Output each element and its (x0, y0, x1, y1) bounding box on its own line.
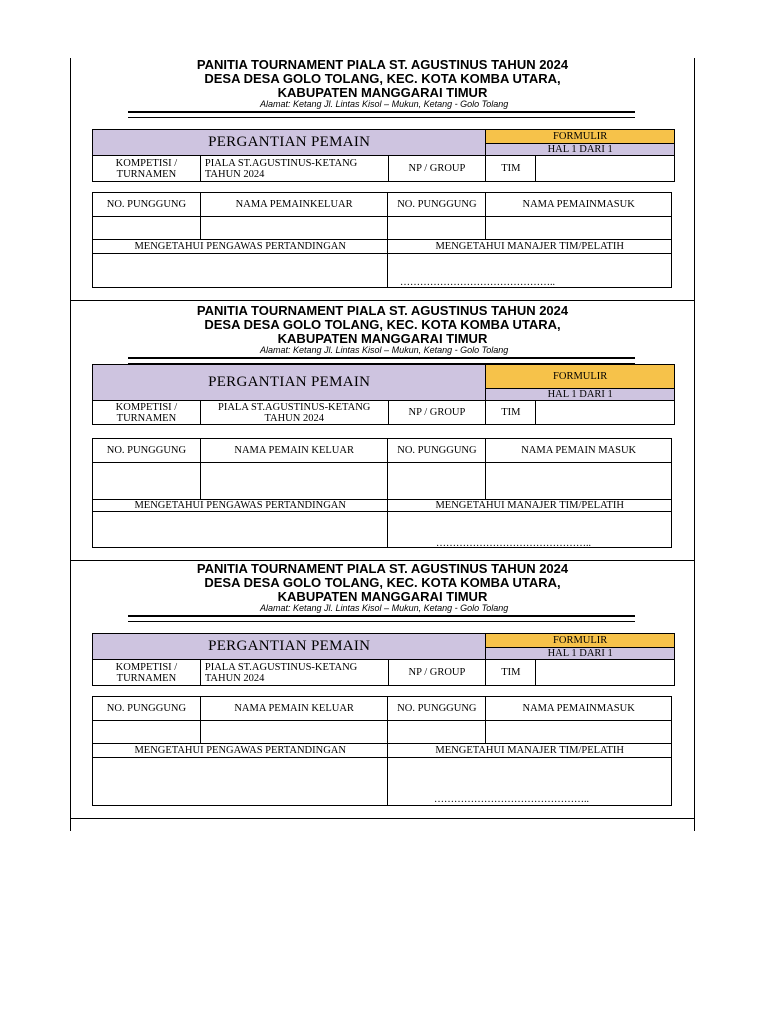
substitution-form-2 (70, 302, 695, 554)
header-divider (128, 111, 635, 118)
no-punggung-header: NO. PUNGGUNG (93, 439, 201, 463)
nama-keluar-field[interactable] (200, 463, 388, 500)
header-divider (128, 615, 635, 622)
page-count: HAL 1 DARI 1 (486, 648, 675, 660)
nama-keluar-header: NAMA PEMAIN KELUAR (200, 439, 388, 463)
pengawas-label: MENGETAHUI PENGAWAS PERTANDINGAN (93, 240, 388, 254)
no-punggung-out-field[interactable] (93, 463, 201, 500)
nama-masuk-header: NAMA PEMAINMASUK (486, 697, 672, 721)
nama-keluar-field[interactable] (200, 217, 388, 240)
formulir-label: FORMULIR (486, 634, 675, 648)
form-separator (70, 818, 695, 819)
signature-dots: ……………………………………….. (400, 277, 555, 288)
nama-masuk-field[interactable] (486, 217, 672, 240)
no-punggung-in-field[interactable] (388, 217, 486, 240)
tim-label: TIM (486, 156, 536, 182)
no-punggung-header: NO. PUNGGUNG (93, 697, 201, 721)
tim-field[interactable] (536, 401, 675, 425)
signature-dots: ……………………………………….. (434, 794, 589, 805)
pengawas-signature-field[interactable] (93, 758, 388, 806)
header-line-2: DESA DESA GOLO TOLANG, KEC. KOTA KOMBA UTARA, (204, 71, 561, 86)
pengawas-label: MENGETAHUI PENGAWAS PERTANDINGAN (93, 500, 388, 512)
page-count: HAL 1 DARI 1 (486, 389, 675, 401)
no-punggung-header: NO. PUNGGUNG (93, 193, 201, 217)
np-group-label: NP / GROUP (388, 401, 486, 425)
header-address: Alamat: Ketang Jl. Lintas Kisol – Mukun, Ketang - Golo Tolang (260, 345, 509, 355)
kompetisi-label: KOMPETISI / TURNAMEN (93, 156, 201, 182)
form-separator (70, 300, 695, 301)
header-line-3: KABUPATEN MANGGARAI TIMUR (277, 331, 488, 346)
no-punggung-in-field[interactable] (388, 721, 486, 744)
nama-keluar-header: NAMA PEMAIN KELUAR (200, 697, 388, 721)
pengawas-signature-field[interactable] (93, 512, 388, 548)
tim-label: TIM (486, 401, 536, 425)
no-punggung-in-field[interactable] (388, 463, 486, 500)
nama-masuk-field[interactable] (486, 463, 672, 500)
manajer-label: MENGETAHUI MANAJER TIM/PELATIH (388, 240, 672, 254)
signature-dots: ……………………………………….. (436, 538, 591, 549)
no-punggung-out-field[interactable] (93, 721, 201, 744)
header-address: Alamat: Ketang Jl. Lintas Kisol – Mukun, Ketang - Golo Tolang (260, 99, 509, 109)
header-line-1: PANITIA TOURNAMENT PIALA ST. AGUSTINUS TAHUN 2024 (196, 303, 569, 318)
kompetisi-value: PIALA ST.AGUSTINUS-KETANG TAHUN 2024 (200, 156, 388, 182)
header-line-3: KABUPATEN MANGGARAI TIMUR (277, 85, 488, 100)
no-punggung-header-2: NO. PUNGGUNG (388, 439, 486, 463)
header-line-1: PANITIA TOURNAMENT PIALA ST. AGUSTINUS TAHUN 2024 (196, 57, 569, 72)
header-line-1: PANITIA TOURNAMENT PIALA ST. AGUSTINUS TAHUN 2024 (196, 561, 569, 576)
kompetisi-label: KOMPETISI / TURNAMEN (93, 401, 201, 425)
header-line-2: DESA DESA GOLO TOLANG, KEC. KOTA KOMBA UTARA, (204, 317, 561, 332)
kompetisi-value: PIALA ST.AGUSTINUS-KETANG TAHUN 2024 (200, 401, 388, 425)
nama-keluar-field[interactable] (200, 721, 388, 744)
no-punggung-out-field[interactable] (93, 217, 201, 240)
np-group-label: NP / GROUP (388, 660, 486, 686)
manajer-label: MENGETAHUI MANAJER TIM/PELATIH (388, 500, 672, 512)
nama-keluar-header: NAMA PEMAINKELUAR (200, 193, 388, 217)
header-line-3: KABUPATEN MANGGARAI TIMUR (277, 589, 488, 604)
formulir-label: FORMULIR (486, 130, 675, 144)
substitution-form-1 (70, 56, 695, 296)
pengawas-signature-field[interactable] (93, 254, 388, 288)
no-punggung-header-2: NO. PUNGGUNG (388, 193, 486, 217)
nama-masuk-header: NAMA PEMAIN MASUK (486, 439, 672, 463)
header-line-2: DESA DESA GOLO TOLANG, KEC. KOTA KOMBA UTARA, (204, 575, 561, 590)
form-title: PERGANTIAN PEMAIN (93, 634, 486, 660)
header-divider (128, 357, 635, 364)
header-address: Alamat: Ketang Jl. Lintas Kisol – Mukun, Ketang - Golo Tolang (260, 603, 509, 613)
kompetisi-label: KOMPETISI / TURNAMEN (93, 660, 201, 686)
form-title: PERGANTIAN PEMAIN (93, 365, 486, 401)
page-count: HAL 1 DARI 1 (486, 144, 675, 156)
nama-masuk-header: NAMA PEMAINMASUK (486, 193, 672, 217)
tim-field[interactable] (536, 660, 675, 686)
form-title: PERGANTIAN PEMAIN (93, 130, 486, 156)
pengawas-label: MENGETAHUI PENGAWAS PERTANDINGAN (93, 744, 388, 758)
tim-field[interactable] (536, 156, 675, 182)
np-group-label: NP / GROUP (388, 156, 486, 182)
nama-masuk-field[interactable] (486, 721, 672, 744)
formulir-label: FORMULIR (486, 365, 675, 389)
manajer-label: MENGETAHUI MANAJER TIM/PELATIH (388, 744, 672, 758)
substitution-form-3 (70, 560, 695, 812)
no-punggung-header-2: NO. PUNGGUNG (388, 697, 486, 721)
tim-label: TIM (486, 660, 536, 686)
kompetisi-value: PIALA ST.AGUSTINUS-KETANG TAHUN 2024 (200, 660, 388, 686)
